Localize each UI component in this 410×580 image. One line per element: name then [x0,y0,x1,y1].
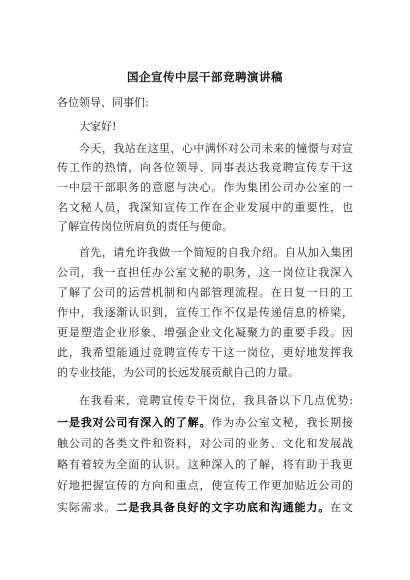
paragraph-line: 在我看来，竞聘宣传专干岗位，我具备以下几点优势: [79,394,353,407]
point1-heading: 一是我对公司有深入的了解。 [57,416,212,429]
point2-heading: 二是我具备良好的文字功底和沟通能力。 [116,501,331,514]
paragraph-line [57,415,353,430]
paragraph-line: 了解了公司的运营机制和内部管理流程。在日复一日的工 [57,286,353,299]
paragraph-line: 好地把握宣传的方向和重点，使宣传工作更加贴近公司的 [57,479,353,492]
document-title: 国企宣传中层干部竞聘演讲稿 [127,70,283,84]
paragraph-line: 了解宣传岗位所肩负的责任与使命。 [57,220,233,233]
paragraph-line: 今天，我站在这里，心中满怀对公司未来的憧憬与对宣 [79,142,353,155]
paragraph-line: 公司，我一直担任办公室文秘的职务，这一岗位让我深入 [57,266,353,279]
paragraph-line: 作中，我逐渐认识到，宣传工作不仅是传递信息的桥梁， [57,306,353,319]
salutation: 各位领导、同事们: [57,96,149,109]
paragraph-line: 触公司的各类文件和资料，对公司的业务、文化和发展战 [57,437,353,450]
point2-lead: 实际需求。 [57,501,117,514]
paragraph-line [57,500,353,515]
paragraph-line: 名文秘人员，我深知宣传工作在企业发展中的重要性，也 [57,201,353,214]
greeting: 大家好! [79,120,117,133]
paragraph-line: 略有着较为全面的认识。这种深入的了解，将有助于我更 [57,458,353,471]
paragraph-line: 此，我希望能通过竞聘宣传专干这一岗位，更好地发挥我 [57,346,353,359]
point1-text-start: 作为办公室文秘，我长期接 [211,416,353,429]
paragraph-line: 一中层干部职务的意愿与决心。作为集团公司办公室的一 [57,181,353,194]
point2-tail: 在文 [330,501,353,514]
paragraph-line: 的专业技能，为公司的长远发展贡献自己的力量。 [57,366,299,379]
paragraph-line: 传工作的热情，向各位领导、同事表达我竞聘宣传专干这 [57,161,353,174]
paragraph-line: 更是塑造企业形象、增强企业文化凝聚力的重要手段。因 [57,326,353,339]
paragraph-line: 首先，请允许我做一个简短的自我介绍。自从加入集团 [79,246,353,259]
